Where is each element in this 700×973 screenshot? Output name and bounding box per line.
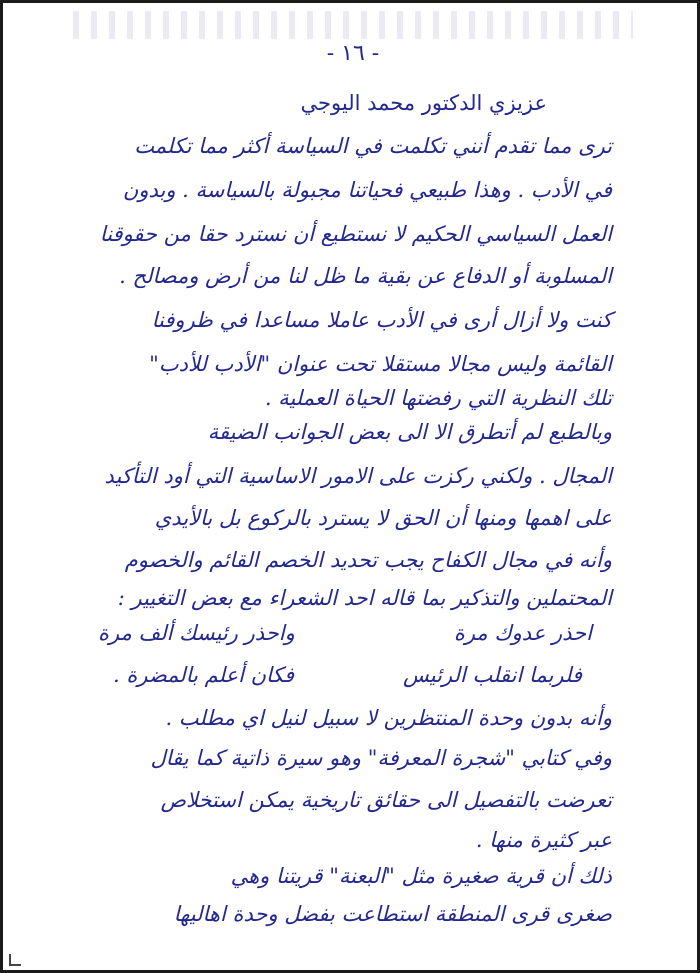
body-line: المجال . ولكني ركزت على الامور الاساسية التي أود التأكيد bbox=[104, 464, 612, 488]
body-line: وأنه بدون وحدة المنتظرين لا سبيل لنيل اي مطلب . bbox=[165, 706, 612, 730]
body-line: صغرى قرى المنطقة استطاعت بفضل وحدة اهاليها bbox=[173, 902, 612, 926]
body-line: عبر كثيرة منها . bbox=[475, 828, 612, 852]
body-line: تعرضت بالتفصيل الى حقائق تاريخية يمكن استخلاص bbox=[160, 788, 612, 812]
body-line: كنت ولا أزال أرى في الأدب عاملا مساعدا في ظروفنا bbox=[151, 308, 612, 332]
body-line: وبالطبع لم أتطرق الا الى بعض الجوانب الضيقة bbox=[207, 420, 612, 444]
body-line: على اهمها ومنها أن الحق لا يسترد بالركوع بل بالأيدي bbox=[154, 506, 612, 530]
page-number: - ١٦ - bbox=[326, 41, 380, 66]
bleed-through-text bbox=[73, 11, 633, 39]
verse-line2-left: فكان أعلم بالمضرة . bbox=[113, 663, 295, 687]
body-line: المحتملين والتذكير بما قاله احد الشعراء مع بعض التغيير : bbox=[117, 586, 612, 610]
body-line: ذلك أن قرية صغيرة مثل "البعنة" قريتنا وهي bbox=[230, 864, 612, 888]
body-line: وفي كتابي "شجرة المعرفة" وهو سيرة ذاتية كما يقال bbox=[150, 746, 612, 770]
body-line: العمل السياسي الحكيم لا نستطيع أن نسترد حقا من حقوقنا bbox=[99, 222, 612, 246]
verse-line2-right: فلربما انقلب الرئيس bbox=[403, 663, 582, 687]
body-line: المسلوبة أو الدفاع عن بقية ما ظل لنا من أرض ومصالح . bbox=[119, 264, 612, 288]
body-line: وأنه في مجال الكفاح يجب تحديد الخصم القائم والخصوم bbox=[124, 548, 612, 572]
body-line: ترى مما تقدم أنني تكلمت في السياسة أكثر مما تكلمت bbox=[134, 134, 612, 158]
scan-corner-mark bbox=[9, 954, 21, 966]
verse-line1-left: واحذر رئيسك ألف مرة bbox=[98, 621, 295, 645]
verse-line1-right: احذر عدوك مرة bbox=[453, 621, 592, 645]
body-line: في الأدب . وهذا طبيعي فحياتنا مجبولة بالسياسة . وبدون bbox=[122, 178, 612, 202]
body-line: تلك النظرية التي رفضتها الحياة العملية . bbox=[264, 386, 612, 410]
body-line: القائمة وليس مجالا مستقلا تحت عنوان "الأدب للأدب" bbox=[149, 352, 612, 376]
salutation: عزيزي الدكتور محمد اليوجي bbox=[300, 91, 547, 115]
